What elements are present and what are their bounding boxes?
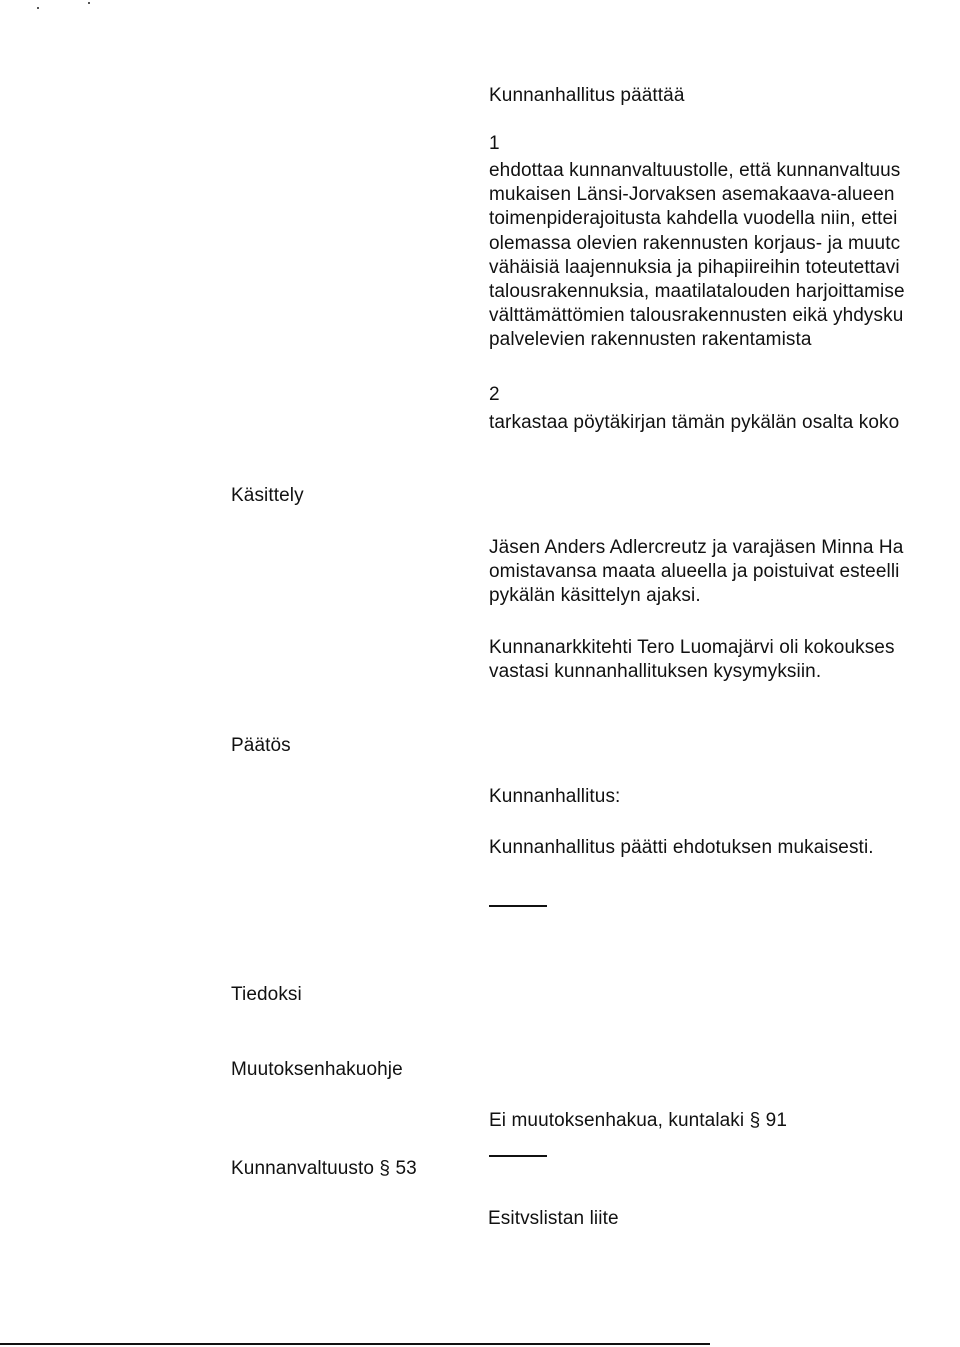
item-1-line: talousrakennuksia, maatilatalouden harjoittamise <box>489 280 905 302</box>
liite-text: Esitvslistan liite <box>488 1208 619 1229</box>
kasittely-paragraph-2 <box>489 636 895 684</box>
item-1-number: 1 <box>489 133 500 154</box>
paatos-label: Päätös <box>231 735 291 756</box>
kasittely-line: Jäsen Anders Adlercreutz ja varajäsen Minna Ha <box>489 537 904 558</box>
item-1-line: toimenpiderajoitusta kahdella vuodella niin, ettei <box>489 208 898 230</box>
muutoksenhakuohje-text: Ei muutoksenhakua, kuntalaki § 91 <box>489 1110 787 1131</box>
scan-mark <box>88 2 90 4</box>
separator-line <box>489 905 547 907</box>
kasittely-paragraph-1 <box>489 536 903 609</box>
item-1-line: olemassa olevien rakennusten korjaus- ja muutc <box>489 232 901 254</box>
bottom-rule <box>0 1343 710 1345</box>
kasittely-line: Kunnanarkkitehti Tero Luomajärvi oli kokoukses <box>489 637 895 658</box>
kasittely-line: pykälän käsittelyn ajaksi. <box>489 585 701 607</box>
item-1-text <box>489 159 905 353</box>
kasittely-line: vastasi kunnanhallituksen kysymyksiin. <box>489 661 822 683</box>
item-1-line: mukaisen Länsi-Jorvaksen asemakaava-alueen <box>489 184 895 206</box>
paatos-text: Kunnanhallitus päätti ehdotuksen mukaisesti. <box>489 837 874 858</box>
item-2-number: 2 <box>489 384 500 405</box>
separator-line <box>489 1155 547 1157</box>
paatos-body-label: Kunnanhallitus: <box>489 786 621 807</box>
item-1-line: vähäisiä laajennuksia ja pihapiireihin toteutettavi <box>489 256 900 278</box>
item-1-line: välttämättömien talousrakennusten eikä yhdysku <box>489 305 904 327</box>
tiedoksi-label: Tiedoksi <box>231 984 302 1005</box>
decision-heading: Kunnanhallitus päättää <box>489 85 685 106</box>
item-1-line: palvelevien rakennusten rakentamista <box>489 329 812 351</box>
kasittely-label: Käsittely <box>231 485 304 506</box>
kasittely-line: omistavansa maata alueella ja poistuivat esteelli <box>489 561 900 583</box>
item-1-line: ehdottaa kunnanvaltuustolle, että kunnanvaltuus <box>489 160 901 181</box>
item-2-text: tarkastaa pöytäkirjan tämän pykälän osalta koko <box>489 412 900 433</box>
kunnanvaltuusto-label: Kunnanvaltuusto § 53 <box>231 1158 417 1179</box>
muutoksenhakuohje-label: Muutoksenhakuohje <box>231 1059 403 1080</box>
scan-mark <box>37 7 39 9</box>
